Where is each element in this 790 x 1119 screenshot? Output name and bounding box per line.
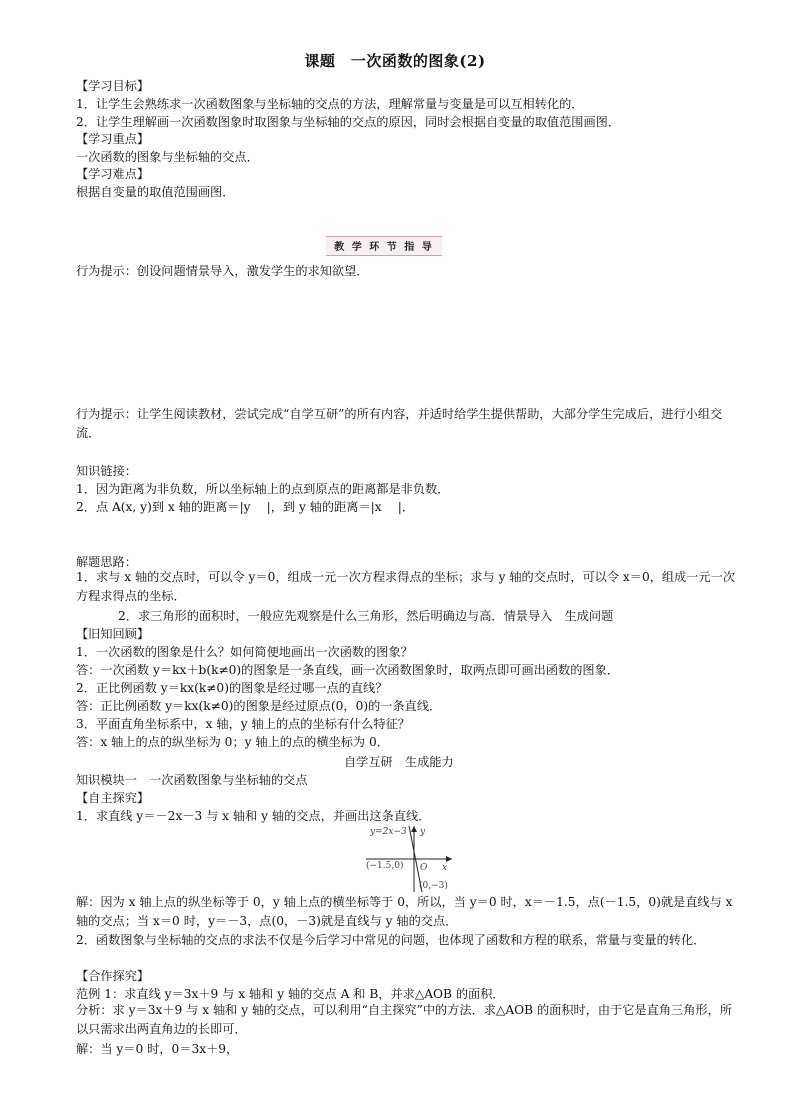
review-heading: 【旧知回顾】 — [76, 627, 150, 641]
line-graph — [362, 822, 454, 894]
coop-example: 范例 1：求直线 y＝3x＋9 与 x 轴和 y 轴的交点 A 和 B，并求△AOB 的面积． — [76, 987, 505, 1001]
x-axis-label: x — [442, 863, 448, 873]
objectives-heading: 【学习目标】 — [76, 79, 150, 93]
explore-q1: 1．求直线 y＝－2x－3 与 x 轴和 y 轴的交点，并画出这条直线． — [76, 809, 431, 823]
review-q3: 3．平面直角坐标系中，x 轴，y 轴上的点的坐标有什么特征？ — [76, 717, 410, 731]
coop-heading: 【合作探究】 — [76, 969, 150, 983]
knowledge-link-item-1: 1．因为距离为非负数，所以坐标轴上的点到原点的距离都是非负数． — [76, 482, 450, 496]
y-intercept-label: (0,−3) — [419, 881, 448, 891]
objective-item-1: 1．让学生会熟练求一次函数图象与坐标轴的交点的方法，理解常量与变量是可以互相转化的． — [76, 97, 584, 111]
explore-heading: 【自主探究】 — [76, 791, 150, 805]
y-axis-label: y — [420, 827, 426, 837]
explore-solution: 解：因为 x 轴上点的纵坐标等于 0，y 轴上点的横坐标等于 0，所以，当 y＝0 时，x＝－1.5，点(－1.5，0)就是直线与 x 轴的交点；当 x＝0 时，y＝－3，点(0，－3)就是直线与 y 轴的交点． — [76, 895, 733, 928]
solution-idea-heading: 解题思路： — [76, 555, 137, 569]
solution-idea-item-2: 2．求三角形的面积时，一般应先观察是什么三角形，然后明确边与高．情景导入 生成问题 — [118, 609, 614, 623]
coop-analysis: 分析：求 y＝3x＋9 与 x 轴和 y 轴的交点，可以利用“自主探究”中的方法．求△AOB 的面积时，由于它是直角三角形，所以只需求出两直角边的长即可． — [76, 1003, 732, 1036]
coop-solution-start: 解：当 y＝0 时，0＝3x＋9， — [76, 1042, 239, 1056]
hint-2: 行为提示：让学生阅读教材，尝试完成“自学互研”的所有内容，并适时给学生提供帮助，大部分学生完成后，进行小组交流． — [76, 407, 723, 440]
x-axis-arrow — [446, 856, 452, 862]
x-intercept-label: (−1.5,0) — [366, 861, 404, 871]
review-a2: 答：正比例函数 y＝kx(k≠0)的图象是经过原点(0，0)的一条直线． — [76, 699, 442, 713]
teaching-guide-banner — [326, 236, 442, 256]
review-q2: 2．正比例函数 y＝kx(k≠0)的图象是经过哪一点的直线？ — [76, 681, 388, 695]
difficulty-text: 根据自变量的取值范围画图． — [76, 185, 235, 199]
objective-item-2: 2．让学生理解画一次函数图象时取图象与坐标轴的交点的原因，同时会根据自变量的取值范围画图． — [76, 115, 621, 129]
difficulty-heading: 【学习难点】 — [76, 167, 150, 181]
page-title: 课题 一次函数的图象(2) — [304, 52, 486, 70]
line-label: y=2x−3 — [370, 827, 407, 837]
key-point-heading: 【学习重点】 — [76, 132, 150, 146]
review-a3: 答：x 轴上的点的纵坐标为 0；y 轴上的点的横坐标为 0． — [76, 735, 389, 749]
origin-label: O — [420, 863, 428, 873]
explore-note: 2．函数图象与坐标轴的交点的求法不仅是今后学习中常见的问题，也体现了函数和方程的联系，常量与变量的转化． — [76, 933, 706, 947]
review-a1: 答：一次函数 y＝kx＋b(k≠0)的图象是一条直线，画一次函数图象时，取两点即可画出函数的图象． — [76, 663, 619, 677]
section-title: 自学互研 生成能力 — [344, 755, 454, 769]
hint-1: 行为提示：创设问题情景导入，激发学生的求知欲望． — [76, 264, 369, 278]
knowledge-link-item-2: 2．点 A(x, y)到 x 轴的距离＝|y |，到 y 轴的距离＝|x |． — [76, 500, 415, 514]
module-title: 知识模块一 一次函数图象与坐标轴的交点 — [76, 773, 308, 787]
key-point-text: 一次函数的图象与坐标轴的交点． — [76, 150, 259, 164]
y-axis-arrow — [411, 826, 417, 832]
solution-idea-item-1: 1．求与 x 轴的交点时，可以令 y＝0，组成一元一次方程求得点的坐标；求与 y 轴的交点时，可以令 x＝0，组成一元一次方程求得点的坐标． — [76, 570, 736, 603]
review-q1: 1．一次函数的图象是什么？如何简便地画出一次函数的图象？ — [76, 645, 413, 659]
banner-text: 教 学 环 节 指 导 — [334, 242, 434, 253]
knowledge-link-heading: 知识链接： — [76, 464, 137, 478]
